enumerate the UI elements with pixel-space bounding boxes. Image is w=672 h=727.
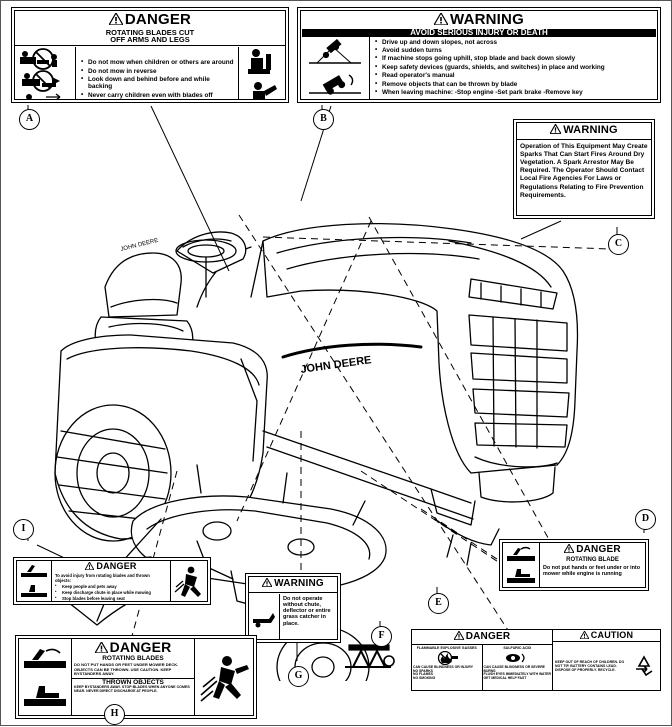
decal-e-battery-danger-caution: [411, 629, 661, 691]
decal-i-signal-word: DANGER: [96, 561, 136, 571]
no-flame-pictogram: [434, 651, 460, 665]
hand-blade-pictogram: [19, 563, 49, 579]
decal-a-danger-rotating-blades: [11, 7, 289, 103]
decal-b-bullets: • Drive up and down slopes, not across • Avoid sudden turns • If machine stops going uphill, stop blade and back down slowly • Keep safety devices (guards, shields, and switches) in place and working • Read operator's manual • Remove objects that can be thrown by blade • When leaving machine: -Stop engine -Set park brake -Remove key: [373, 39, 605, 98]
callout-h: H: [104, 704, 125, 725]
warning-triangle-icon: [550, 124, 561, 138]
decal-e-caution-signal-word: CAUTION: [591, 630, 633, 640]
hood-brand-text: JOHN DEERE: [300, 354, 373, 376]
decal-h-signal-word: DANGER: [110, 639, 172, 655]
decal-i-right-pictogram: [170, 561, 207, 601]
decal-a-subtitle-2: OFF ARMS AND LEGS: [15, 36, 285, 44]
decal-h-subtitle: ROTATING BLADES: [72, 656, 194, 663]
decal-b-pictograms: [301, 37, 370, 100]
decal-g-warning-discharge-chute: [245, 573, 341, 643]
decal-a-subtitle-1: ROTATING BLADES CUT: [15, 29, 285, 37]
decal-a-left-pictograms: [15, 47, 76, 100]
warning-triangle-icon: [85, 562, 94, 572]
callout-a: A: [19, 109, 40, 130]
decal-g-pictogram: [249, 594, 280, 640]
callout-g: G: [288, 666, 309, 687]
warning-triangle-icon: [434, 13, 448, 29]
decal-a-right-pictograms: [238, 47, 285, 100]
seat-brand-text: JOHN DEERE: [120, 238, 159, 253]
discharge-chute-pictogram: [251, 603, 277, 629]
no-reverse-mow-pictogram: [16, 70, 70, 92]
callout-b: B: [313, 109, 334, 130]
decal-h-left-pictograms: [19, 639, 72, 715]
decal-c-warning-spark-arrestor: [513, 119, 655, 219]
decal-c-text: Operation of This Equipment May Create Sparks That Can Start Fires Around Dry Vegetation. A Spark Arrestor May Be Required. The Operator Should Contact Local Fire Agencies For Laws or Regulations Relating to Fire Prevention Requirements.: [517, 141, 651, 203]
decal-e-right-block: SULFURIC ACID CAN CAUSE BLINDNESS OR SEVERE BURNS FLUSH EYES IMMEDIATELY WITH WATER GET MEDICAL HELP FAST: [483, 645, 553, 691]
hand-blade-pictogram: [22, 645, 68, 671]
foot-blade-pictogram: [19, 583, 49, 599]
decal-h-text: DO NOT PUT HANDS OR FEET UNDER MOWER DECK. OBJECTS CAN BE THROWN. USE CAUTION. KEEP BYSTANDERS AWAY.: [72, 662, 194, 677]
decal-i-bullets: • Keep people and pets away • Keep discharge chute in place while mowing • Stop blades before leaving seat: [55, 585, 167, 601]
thrown-object-pictogram: [173, 564, 205, 598]
decal-h-right-pictogram: [194, 639, 253, 715]
decal-i-left-pictograms: [17, 561, 52, 601]
callout-c: C: [608, 234, 629, 255]
warning-triangle-icon: [262, 578, 272, 591]
eye-flush-pictogram: [504, 651, 530, 665]
foot-blade-pictogram: [22, 683, 68, 709]
decal-d-danger-rotating-blade: [499, 539, 649, 591]
decal-d-pictograms: [503, 543, 540, 587]
slope-pictogram: [307, 39, 363, 67]
callout-d: D: [635, 509, 656, 530]
decal-i-text: To avoid injury from rotating blades and thrown objects:: [55, 574, 167, 584]
decal-g-text: Do not operate without chute, deflector or entire grass catcher in place.: [280, 594, 337, 640]
decal-e-left-block: FLAMMABLE EXPLOSIVE GASSES CAN CAUSE BLINDNESS OR INJURY NO SPARKS NO FLAMES NO SMOKING: [412, 645, 483, 691]
decal-e-signal-word: DANGER: [466, 631, 511, 642]
decal-h-footer: KEEP BYSTANDERS AWAY. STOP BLADES WHEN ANYONE COMES NEAR. NEVER DIRECT DISCHARGE AT PEOPLE.: [72, 686, 194, 695]
decal-i-danger-rotating-blades-thrown: [13, 557, 211, 605]
decal-d-subtitle: ROTATING BLADE: [540, 557, 645, 563]
decal-g-signal-word: WARNING: [274, 578, 324, 589]
callout-f: F: [371, 626, 392, 647]
warning-triangle-icon: [454, 631, 464, 644]
hand-blade-pictogram: [505, 545, 537, 563]
no-children-pictogram: [16, 48, 70, 70]
warning-triangle-icon: [564, 544, 574, 557]
recycle-icon: [631, 653, 657, 679]
decal-c-signal-word: WARNING: [563, 124, 618, 136]
rider-seat-pictogram: [242, 48, 282, 78]
decal-a-signal-word: DANGER: [125, 11, 191, 28]
thrown-object-pictogram: [197, 651, 251, 703]
warning-triangle-icon: [580, 631, 589, 641]
rider-backing-pictogram: [242, 81, 282, 100]
decal-b-warning-avoid-injury: [297, 7, 661, 103]
decal-b-subtitle: AVOID SERIOUS INJURY OR DEATH: [302, 29, 656, 37]
decal-e-danger-half: [412, 630, 553, 690]
warning-triangle-icon: [109, 13, 123, 29]
decal-e-caution-text: KEEP OUT OF REACH OF CHILDREN. DO NOT TIP. BATTERY CONTAINS LEAD. DISPOSE OF PROPERLY. RECYCLE.: [553, 659, 631, 674]
look-behind-pictogram: [16, 92, 70, 100]
callout-e: E: [428, 593, 449, 614]
decal-b-signal-word: WARNING: [450, 11, 524, 28]
decal-a-bullets: • Do not mow when children or others are around • Do not mow in reverse • Look down and behind before and while backing • Never carry children even with blades off: [79, 59, 235, 100]
decal-d-signal-word: DANGER: [576, 544, 621, 555]
callout-i: I: [13, 519, 34, 540]
foot-blade-pictogram: [505, 567, 537, 585]
decal-h-thrown-heading: THROWN OBJECTS: [72, 678, 194, 686]
warning-triangle-icon: [95, 641, 108, 656]
decal-h-danger-rotating-blades-thrown-objects: [15, 635, 257, 719]
decal-e-caution-half: [553, 630, 660, 690]
rollover-pictogram: [307, 69, 363, 97]
decal-d-text: Do not put hands or feet under or into mower while engine is running: [540, 563, 645, 579]
